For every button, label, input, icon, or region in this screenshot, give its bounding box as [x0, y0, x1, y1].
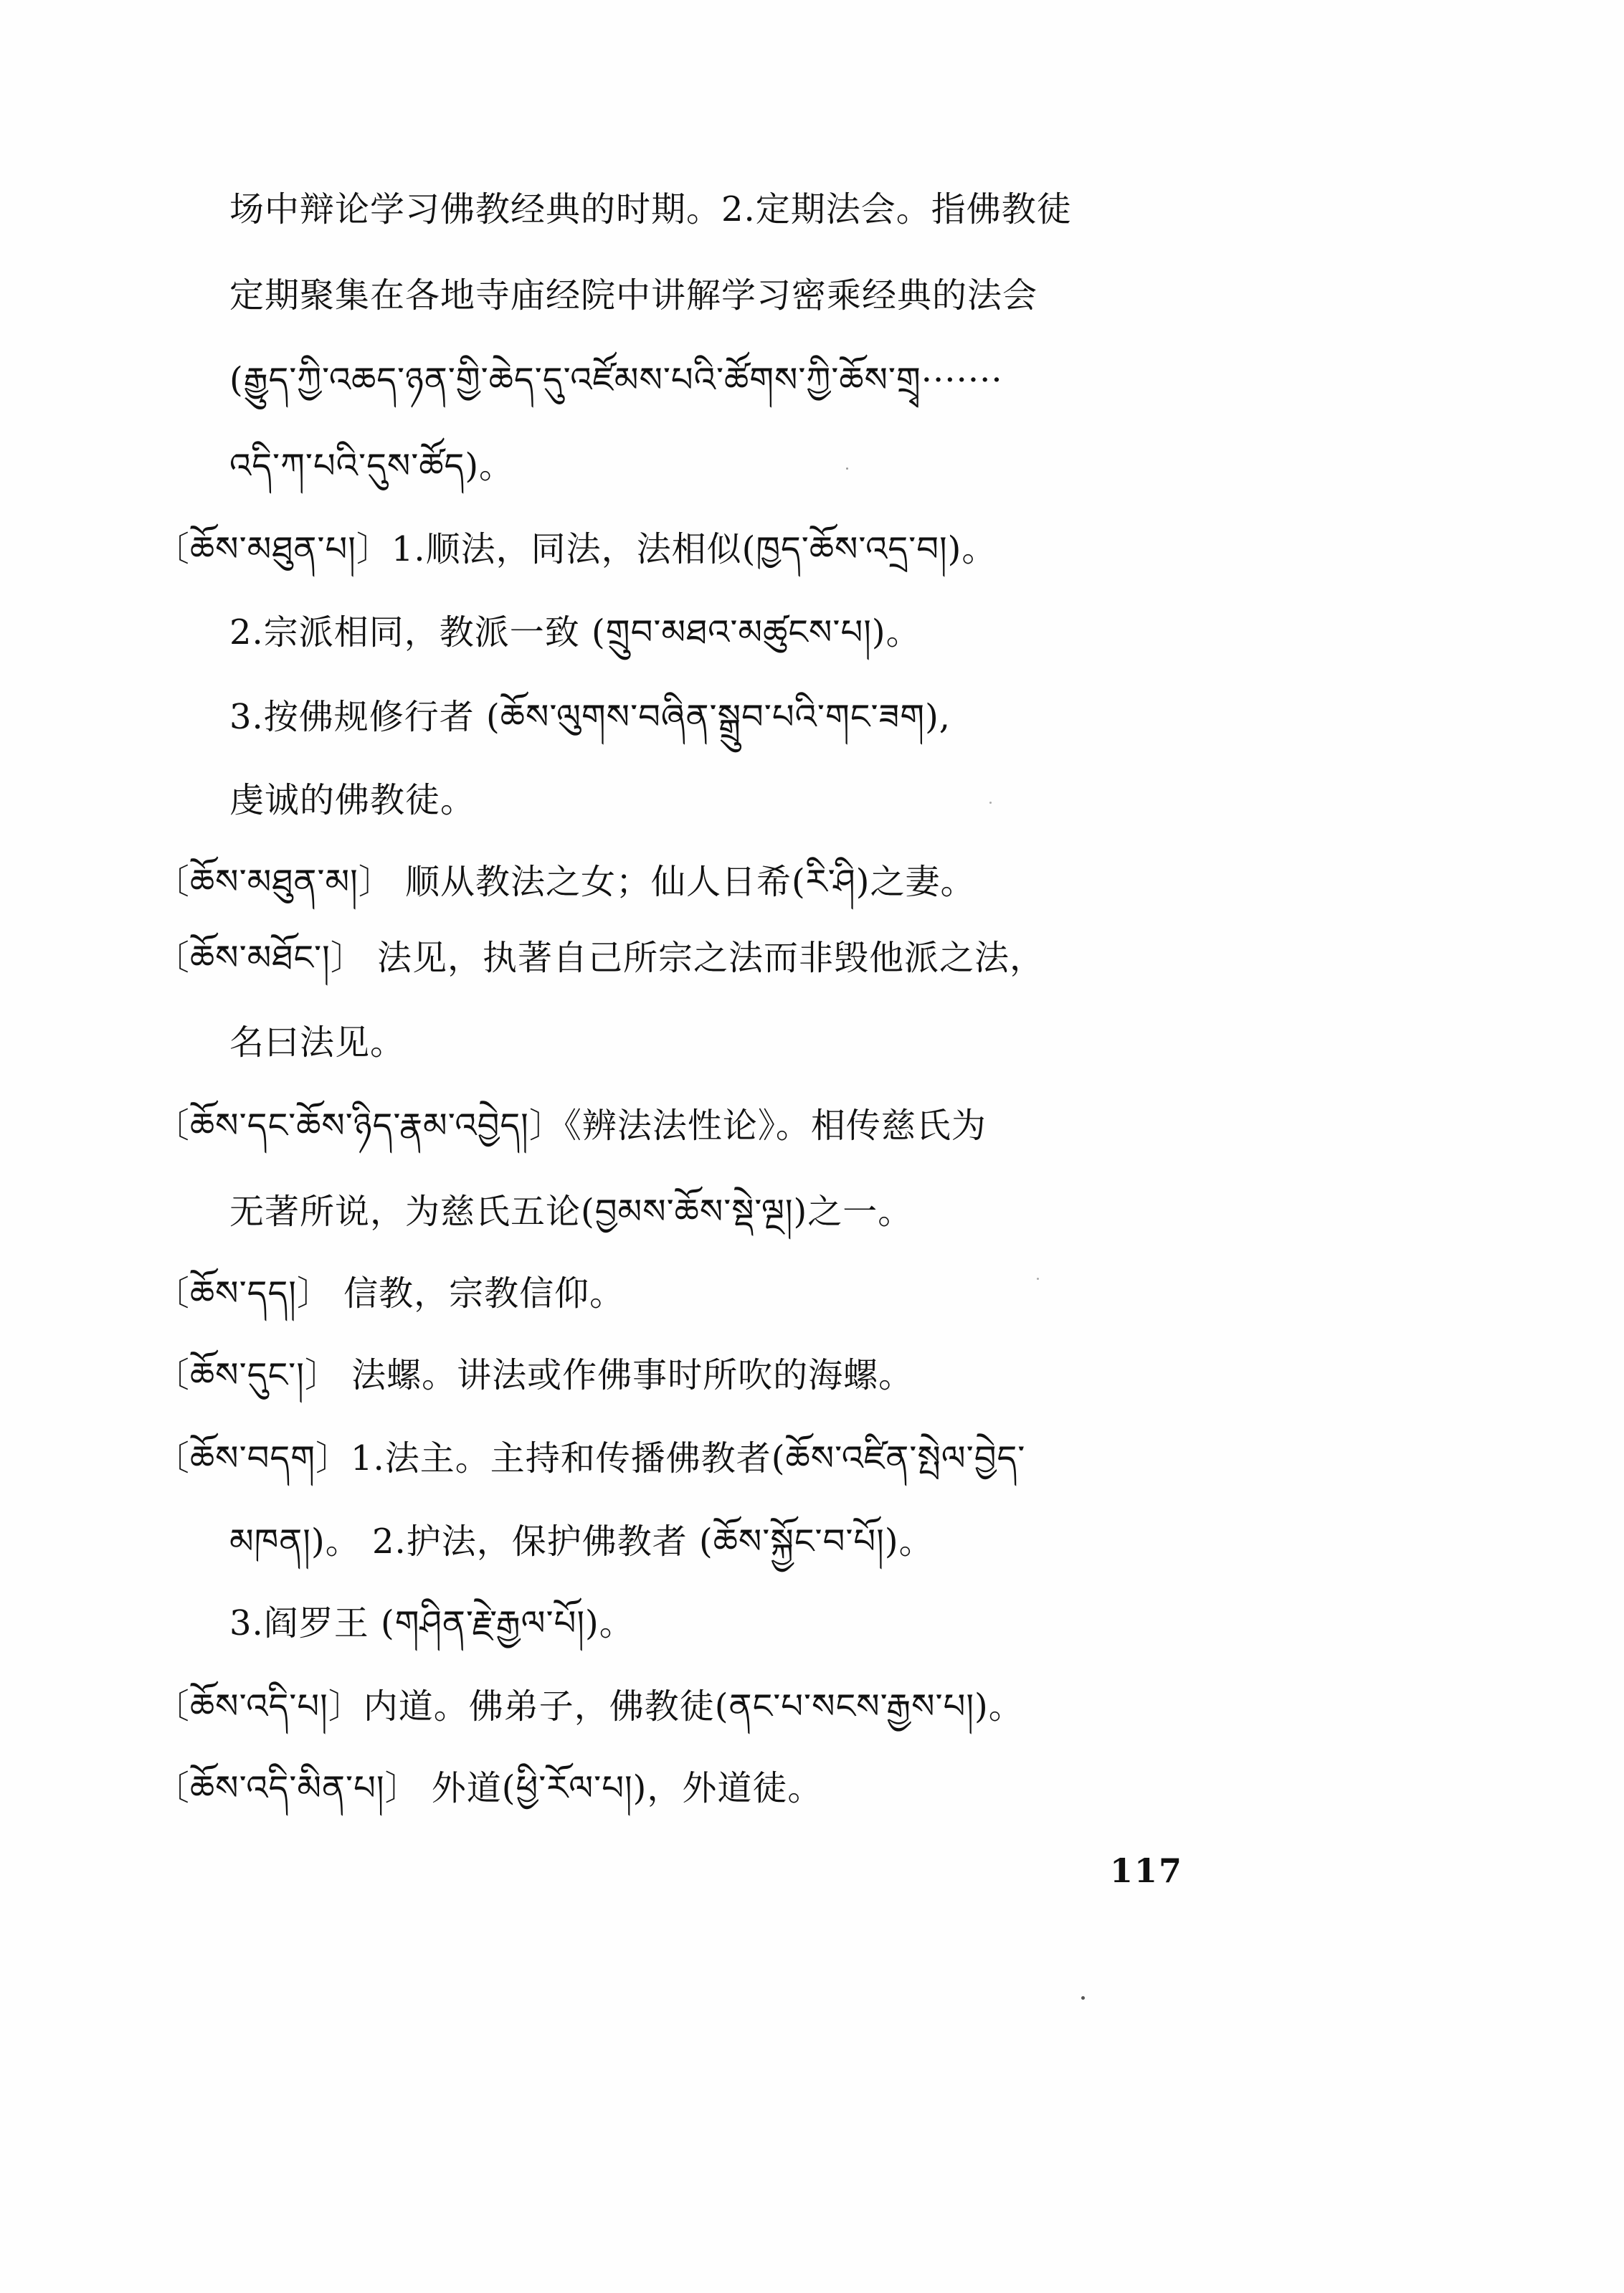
ink-speck	[1081, 1996, 1085, 2000]
dictionary-entry-chos-mthun-pa: 〔ཆོས་མཐུན་པ།〕1.顺法，同法，法相似(ཁྱད་ཆོས་འདྲ་བ།)。	[155, 529, 997, 569]
dictionary-entry-chos-adi-min-pa: 〔ཆོས་འདི་མིན་པ།〕 外道(ཕྱི་རོལ་པ།)，外道徒。	[155, 1768, 823, 1808]
text-line-13: 无著所说，为慈氏五论(བྱམས་ཆོས་སྡེ་ལྔ།)之一。	[229, 1192, 913, 1232]
text-line-3: (རྒྱུད་ཀྱི་འཆད་ཉན་གྱི་ཆེད་དུ་འཛོམས་པའི་ཚོགས་ཀྱི་ཆོས་གྲྭ·······	[229, 360, 1003, 400]
text-line-6: 2.宗派相同，教派一致 (གྲུབ་མཐའ་མཚུངས་པ།)。	[229, 612, 921, 652]
dictionary-entry-chos-dang-chos-nyid: 〔ཆོས་དང་ཆོས་ཉིད་རྣམ་འབྱེད།〕《辨法法性论》。相传慈氏为	[155, 1106, 987, 1146]
text-line-8: 虔诚的佛教徒。	[229, 780, 476, 820]
page-number: 117	[1110, 1851, 1184, 1890]
text-line-1: 场中辩论学习佛教经典的时期。2.定期法会。指佛教徒	[229, 189, 1072, 229]
dictionary-entry-chos-bdag: 〔ཆོས་བདག〕1.法主。主持和传播佛教者(ཆོས་འཛིན་སྤེལ་བྱེད་	[155, 1438, 1026, 1478]
text-line-17: མཁན།)。 2.护法，保护佛教者 (ཆོས་སྐྱོང་བ་པོ།)。	[229, 1521, 934, 1562]
text-line-2: 定期聚集在各地寺庙经院中讲解学习密乘经典的法会	[229, 275, 1038, 315]
dictionary-entry-chos-adi-pa: 〔ཆོས་འདི་པ།〕内道。佛弟子，佛教徒(ནང་པ་སངས་རྒྱས་པ།)。	[155, 1686, 1024, 1727]
ink-speck	[846, 467, 848, 470]
dictionary-entry-chos-dad: 〔ཆོས་དད།〕 信教，宗教信仰。	[155, 1273, 625, 1314]
dictionary-entry-chos-mthong: 〔ཆོས་མཐོང་།〕 法见，执著自己所宗之法而非毁他派之法，	[155, 938, 1045, 978]
text-line-4: འདི་ཀ་པའི་དུས་ཚོད)。	[229, 446, 515, 486]
dictionary-entry-chos-mthun-ma: 〔ཆོས་མཐུན་མ།〕 顺从教法之女；仙人日希(རི་ཤི)之妻。	[155, 862, 976, 902]
dictionary-entry-chos-dung: 〔ཆོས་དུང་།〕 法螺。讲法或作佛事时所吹的海螺。	[155, 1355, 914, 1395]
ink-speck	[989, 802, 992, 804]
text-line-11: 名曰法见。	[229, 1022, 406, 1063]
text-line-18: 3.阎罗王 (གཤིན་རྗེ་རྒྱལ་པོ།)。	[229, 1603, 635, 1643]
ink-speck	[1037, 1278, 1039, 1280]
text-line-7: 3.按佛规修行者 (ཆོས་ལུགས་བཞིན་སྒྲུབ་པའི་གང་ཟག),	[229, 697, 951, 737]
